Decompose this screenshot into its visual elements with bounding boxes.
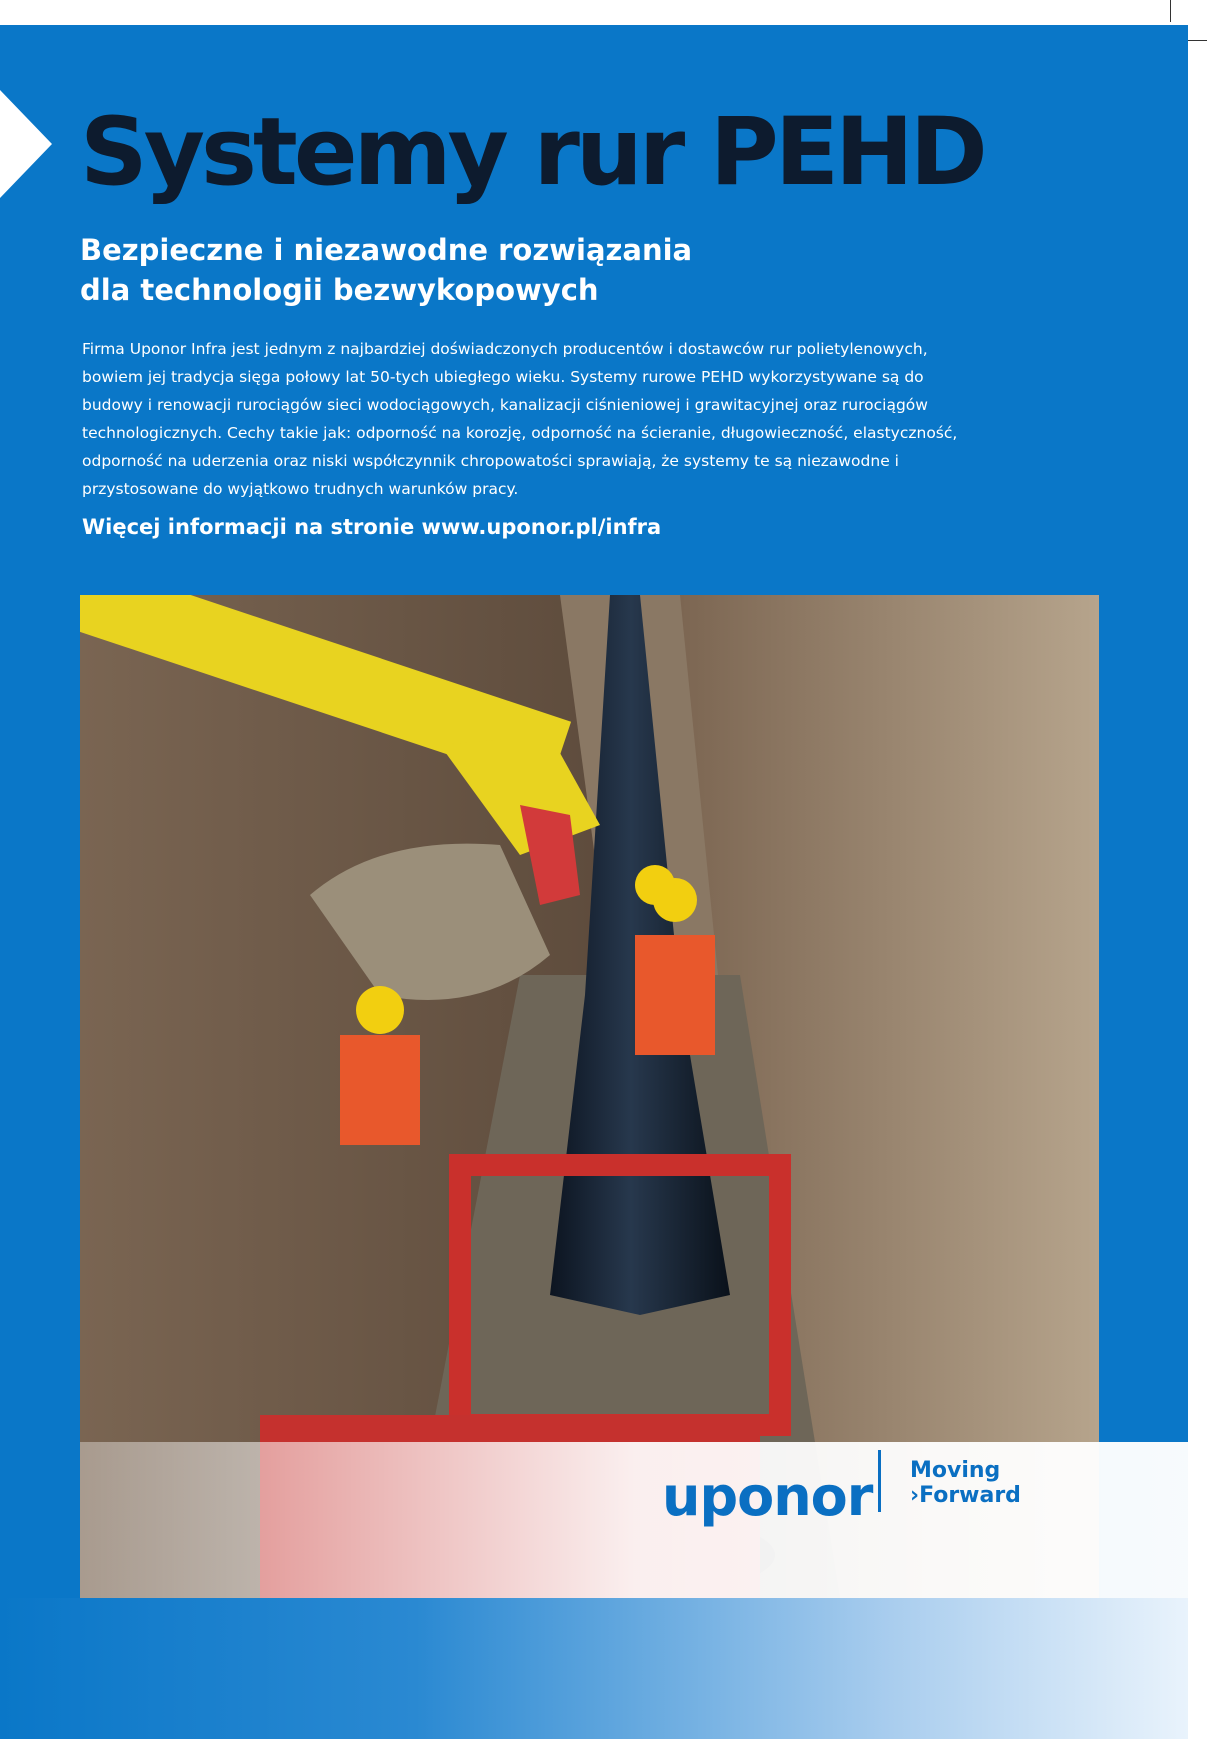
tagline <box>910 1458 1021 1508</box>
tagline-line: Moving <box>910 1458 1001 1483</box>
page-title: Systemy rur PEHD <box>80 98 984 207</box>
bottom-gradient <box>0 1598 1188 1739</box>
crop-mark <box>1170 0 1171 22</box>
divider <box>878 1450 881 1512</box>
subtitle-line: Bezpieczne i niezawodne rozwiązania <box>80 233 693 267</box>
brand-strip <box>80 1442 1188 1598</box>
chevron-icon <box>0 90 52 198</box>
subtitle <box>80 230 692 310</box>
uponor-logo: uponor <box>662 1465 873 1528</box>
crop-mark <box>1185 40 1207 41</box>
tagline-line: ›Forward <box>910 1483 1021 1508</box>
more-info-link[interactable]: Więcej informacji na stronie www.uponor.pl/infra <box>82 515 662 539</box>
body-text: Firma Uponor Infra jest jednym z najbardziej doświadczonych producentów i dostawców rur polietylenowych, bowiem jej tradycja sięga połowy lat 50-tych ubiegłego wieku. Systemy rurowe PEHD wykorzystywane są do budowy i renowacji rurociągów sieci wodociągowych, kanalizacji ciśnieniowej i grawitacyjnej oraz rurociągów technologicznych. Cechy takie jak: odporność na korozję, odporność na ścieranie, długowieczność, elastyczność, odporność na uderzenia oraz niski współczynnik chropowatości sprawiają, że systemy te są niezawodne i przystosowane do wyjątkowo trudnych warunków pracy. <box>82 340 958 498</box>
advertisement-panel <box>0 25 1188 1739</box>
subtitle-line: dla technologii bezwykopowych <box>80 273 599 307</box>
